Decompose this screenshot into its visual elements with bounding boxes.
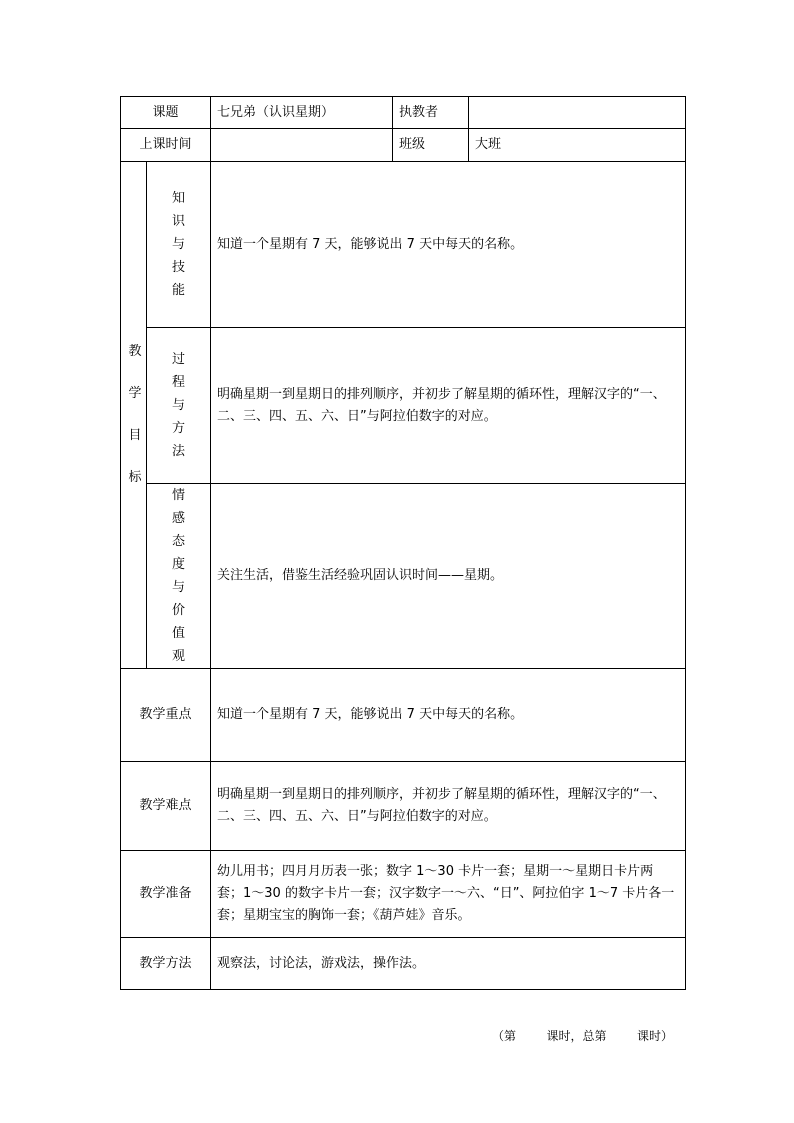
objectives-label: 教学目标	[128, 344, 142, 485]
objective-row-process	[121, 328, 686, 484]
objective-label: 知识与技能	[171, 191, 185, 298]
row-key-points	[121, 669, 686, 762]
objective-row-knowledge	[121, 162, 686, 328]
row-preparation	[121, 851, 686, 938]
row-label: 教学重点	[121, 669, 211, 762]
row-text: 幼儿用书；四月月历表一张；数字 1～30 卡片一套；星期一～星期日卡片两套；1～30 的数字卡片一套；汉字数字一～六、“日”、阿拉伯字 1～7 卡片各一套；星期宝宝的胸饰一套；《葫芦娃》音乐。	[211, 851, 686, 938]
objective-label: 情感态度与价值观	[171, 488, 185, 664]
objectives-label-cell	[121, 162, 147, 669]
row-difficulties	[121, 762, 686, 851]
objective-text: 明确星期一到星期日的排列顺序，并初步了解星期的循环性，理解汉字的“一、二、三、四、五、六、日”与阿拉伯数字的对应。	[211, 328, 686, 484]
row-label: 教学方法	[121, 938, 211, 990]
teacher-label: 执教者	[393, 97, 469, 129]
objective-text: 知道一个星期有 7 天，能够说出 7 天中每天的名称。	[211, 162, 686, 328]
topic-label: 课题	[121, 97, 211, 129]
objective-label-cell	[147, 484, 211, 669]
teacher-value	[469, 97, 686, 129]
row-label: 教学准备	[121, 851, 211, 938]
objective-label-cell	[147, 162, 211, 328]
lesson-plan-table	[120, 96, 686, 990]
row-text: 明确星期一到星期日的排列顺序，并初步了解星期的循环性，理解汉字的“一、二、三、四、五、六、日”与阿拉伯数字的对应。	[211, 762, 686, 851]
objective-row-attitude	[121, 484, 686, 669]
class-label: 班级	[393, 129, 469, 162]
objective-text: 关注生活，借鉴生活经验巩固认识时间——星期。	[211, 484, 686, 669]
header-row-time	[121, 129, 686, 162]
header-row-topic	[121, 97, 686, 129]
row-methods	[121, 938, 686, 990]
objective-label-cell	[147, 328, 211, 484]
time-label: 上课时间	[121, 129, 211, 162]
row-label: 教学难点	[121, 762, 211, 851]
topic-value: 七兄弟（认识星期）	[211, 97, 393, 129]
row-text: 知道一个星期有 7 天，能够说出 7 天中每天的名称。	[211, 669, 686, 762]
objective-label: 过程与方法	[171, 352, 185, 459]
row-text: 观察法，讨论法，游戏法，操作法。	[211, 938, 686, 990]
time-value	[211, 129, 393, 162]
period-footer: （第 课时，总第 课时）	[492, 1029, 674, 1043]
class-value: 大班	[469, 129, 686, 162]
